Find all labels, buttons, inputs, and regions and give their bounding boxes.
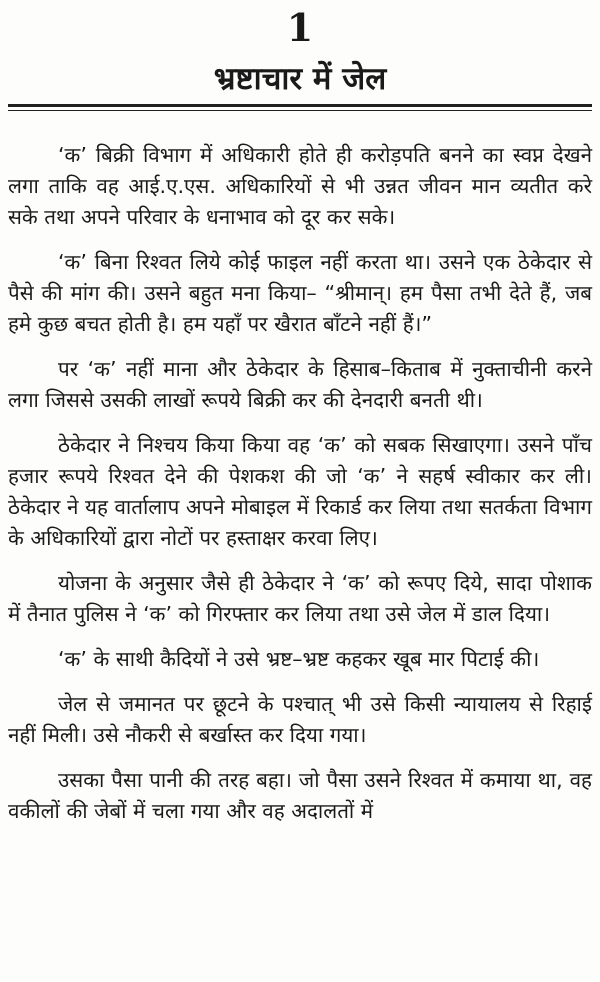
paragraph-4: ठेकेदार ने निश्चय किया किया वह ‘क’ को सबक सिखाएगा। उसने पाँच हजार रूपये रिश्वत देने की पेशकश की जो ‘क’ ने सहर्ष स्वीकार कर ली। ठेकेदार ने यह वार्तालाप अपने मोबाइल में रिकार्ड कर लिया तथा सतर्कता विभाग के अधिकारियों द्वारा नोटों पर हस्ताक्षर करवा लिए। <box>8 433 592 550</box>
title-rule-thick <box>8 104 592 107</box>
paragraph-2: ‘क’ बिना रिश्वत लिये कोई फाइल नहीं करता था। उसने एक ठेकेदार से पैसे की मांग की। उसने बहुत मना किया– “श्रीमान्। हम पैसा तभी देते हैं, जब हमे कुछ बचत होती है। हम यहाँ पर खैरात बाँटने नहीं हैं।” <box>8 250 592 336</box>
chapter-body <box>8 140 592 827</box>
paragraph-1: ‘क’ बिक्री विभाग में अधिकारी होते ही करोड़पति बनने का स्वप्न देखने लगा ताकि वह आई.ए.एस. अधिकारियों से भी उन्नत जीवन मान व्यतीत करे सके तथा अपने परिवार के धनाभाव को दूर कर सके। <box>8 143 592 229</box>
paragraph-6: ‘क’ के साथी कैदियों ने उसे भ्रष्ट–भ्रष्ट कहकर खूब मार पिटाई की। <box>58 647 540 671</box>
paragraph-5: योजना के अनुसार जैसे ही ठेकेदार ने ‘क’ को रूपए दिये, सादा पोशाक में तैनात पुलिस ने ‘क’ को गिरफ्तार कर लिया तथा उसे जेल में डाल दिया। <box>8 571 592 626</box>
chapter-number: 1 <box>286 5 314 50</box>
paragraph-8: उसका पैसा पानी की तरह बहा। जो पैसा उसने रिश्वत में कमाया था, वह वकीलों की जेबों में चला गया और वह अदालतों में <box>8 768 592 823</box>
chapter-title: भ्रष्टाचार में जेल <box>213 61 387 97</box>
paragraph-3: पर ‘क’ नहीं माना और ठेकेदार के हिसाब–किताब में नुक्ताचीनी करने लगा जिससे उसकी लाखों रूपये बिक्री कर की देनदारी बनती थी। <box>8 357 592 412</box>
paragraph-7: जेल से जमानत पर छूटने के पश्चात् भी उसे किसी न्यायालय से रिहाई नहीं मिली। उसे नौकरी से बर्खास्त कर दिया गया। <box>8 692 592 747</box>
title-rule-thin <box>8 110 592 111</box>
